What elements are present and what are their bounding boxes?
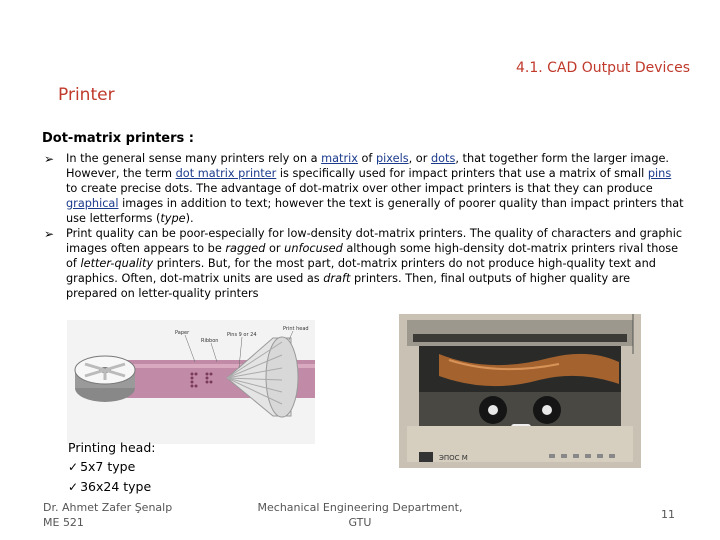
link-matrix[interactable]: matrix — [321, 152, 358, 165]
slide-title: Printer — [58, 85, 115, 105]
caption-item-1: ✓ 5x7 type — [68, 459, 136, 474]
check-icon: ✓ — [68, 480, 79, 494]
bullet-item-1 — [44, 152, 684, 227]
arrow-bullet-icon: ➢ — [44, 227, 55, 241]
page-number: 11 — [661, 508, 675, 521]
link-pixels[interactable]: pixels — [376, 152, 409, 165]
check-icon: ✓ — [68, 460, 79, 474]
printer-photo — [399, 314, 641, 468]
label-pins: Pins 9 or 24 — [227, 332, 257, 338]
link-dot-matrix-printer[interactable]: dot matrix printer — [175, 166, 277, 180]
caption-title: Printing head: — [68, 440, 156, 455]
label-paper: Paper — [175, 330, 190, 336]
link-dots[interactable]: dots — [430, 152, 456, 165]
content-heading: Dot-matrix printers : — [42, 131, 194, 146]
section-title: 4.1. CAD Output Devices — [515, 60, 690, 76]
printing-head-caption — [68, 438, 155, 497]
link-graphical[interactable]: graphical — [66, 196, 119, 210]
footer-department: Mechanical Engineering Department, GTU — [257, 501, 463, 529]
arrow-bullet-icon: ➢ — [44, 152, 55, 166]
printer-label: ЭПОС М — [439, 454, 468, 462]
caption-item-2: ✓ 36x24 type — [68, 479, 152, 494]
label-print-head: Print head — [283, 326, 309, 332]
bullet-item-2 — [44, 227, 684, 302]
bullet-text-2: Print quality can be poor-especially for low-density dot-matrix printers. The quality of characters and graphic images often appears to be ragged or unfocused although some high-density dot-matrix printers rival those of letter-quality printers. But, for the most part, dot-matrix printers do not produce high-quality text and graphics. Often, dot-matrix units are used as draft printers. Then, final outputs of higher quality are prepared on letter-quality printers — [66, 227, 683, 300]
print-head-diagram — [67, 320, 315, 444]
bullet-text-1: In the general sense many printers rely on a matrix of pixels, or dots, that together form the larger image. However, the term dot matrix printer is specifically used for impact printers that use a matrix of small pins to create precise dots. The advantage of dot-matrix over other impact printers is that they can produce graphical images in addition to text; however the text is generally of poorer quality than impact printers that use letterforms (type). — [66, 152, 684, 225]
link-pins[interactable]: pins — [647, 166, 672, 180]
label-ribbon: Ribbon — [201, 338, 219, 344]
ribbon-spool — [75, 356, 135, 402]
footer-author: Dr. Ahmet Zafer Şenalp ME 521 — [43, 501, 173, 529]
